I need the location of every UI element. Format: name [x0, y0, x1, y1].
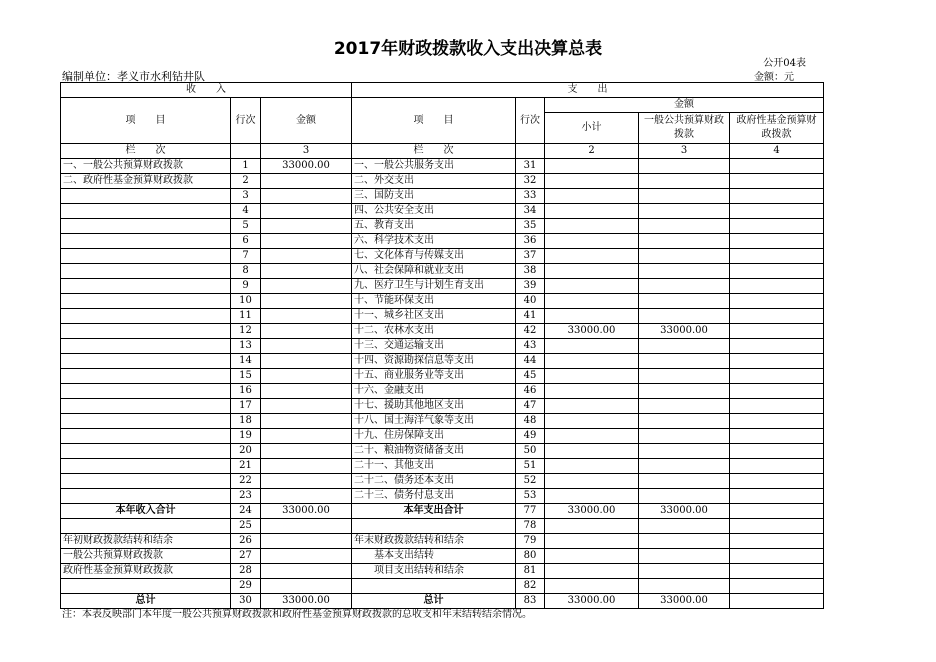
- income-item: 一般公共预算财政拨款: [61, 549, 231, 564]
- expense-item: 六、科学技术支出: [352, 234, 516, 249]
- expense-general: [639, 189, 730, 204]
- expense-item: 十七、援助其他地区支出: [352, 399, 516, 414]
- expense-fund: [730, 189, 824, 204]
- income-amount: [261, 309, 352, 324]
- expense-row-no: 38: [516, 264, 545, 279]
- expense-general: [639, 459, 730, 474]
- expense-general: 33000.00: [639, 594, 730, 609]
- income-amount: [261, 399, 352, 414]
- expense-fund: [730, 219, 824, 234]
- col-index-amount: 3: [261, 144, 352, 159]
- income-amount: [261, 519, 352, 534]
- table-row: [61, 519, 824, 534]
- expense-general: [639, 264, 730, 279]
- table-row: [61, 579, 824, 594]
- income-item: [61, 474, 231, 489]
- expense-row-no: 78: [516, 519, 545, 534]
- expense-row-no: 77: [516, 504, 545, 519]
- income-amount: [261, 384, 352, 399]
- income-row-no: 3: [231, 189, 261, 204]
- income-amount: [261, 279, 352, 294]
- income-item: [61, 234, 231, 249]
- expense-general: [639, 234, 730, 249]
- expense-fund: [730, 474, 824, 489]
- form-number: 公开04表: [763, 58, 806, 69]
- expense-row-no: 31: [516, 159, 545, 174]
- expense-item: 本年支出合计: [352, 504, 516, 519]
- expense-row-no: 32: [516, 174, 545, 189]
- income-item: [61, 339, 231, 354]
- income-item: [61, 519, 231, 534]
- table-row: [61, 219, 824, 234]
- expense-general: [639, 204, 730, 219]
- income-row-no: 5: [231, 219, 261, 234]
- income-item: [61, 219, 231, 234]
- expense-fund: [730, 579, 824, 594]
- expense-item: 八、社会保障和就业支出: [352, 264, 516, 279]
- income-amount: [261, 534, 352, 549]
- income-row-no: 1: [231, 159, 261, 174]
- page-title: 2017年财政拨款收入支出决算总表: [333, 39, 603, 59]
- income-amount: [261, 444, 352, 459]
- expense-item: 四、公共安全支出: [352, 204, 516, 219]
- expense-general: [639, 249, 730, 264]
- income-row-no: 28: [231, 564, 261, 579]
- col-index-fund: 4: [730, 144, 824, 159]
- expense-general: 33000.00: [639, 324, 730, 339]
- expense-item: 二、外交支出: [352, 174, 516, 189]
- income-row-no: 9: [231, 279, 261, 294]
- income-row-no: 6: [231, 234, 261, 249]
- expense-row-no: 43: [516, 339, 545, 354]
- table-row: [61, 429, 824, 444]
- income-item: [61, 294, 231, 309]
- expense-fund: [730, 519, 824, 534]
- income-row-no: 26: [231, 534, 261, 549]
- expense-fund: [730, 279, 824, 294]
- table-row: [61, 474, 824, 489]
- expense-subtotal: [545, 369, 639, 384]
- table-row: [61, 534, 824, 549]
- expense-row-no: 46: [516, 384, 545, 399]
- income-item: [61, 324, 231, 339]
- expense-subtotal: [545, 489, 639, 504]
- income-item: 本年收入合计: [61, 504, 231, 519]
- income-item: 二、政府性基金预算财政拨款: [61, 174, 231, 189]
- expense-fund: [730, 489, 824, 504]
- income-amount: [261, 354, 352, 369]
- table-row: [61, 564, 824, 579]
- income-amount: 33000.00: [261, 159, 352, 174]
- expense-general: 33000.00: [639, 504, 730, 519]
- income-amount: [261, 189, 352, 204]
- expense-item-header: 项 目: [352, 98, 516, 144]
- income-header: 收 入: [61, 83, 352, 98]
- expense-row-no: 36: [516, 234, 545, 249]
- income-item: [61, 399, 231, 414]
- expense-fund: [730, 549, 824, 564]
- expense-row-no: 44: [516, 354, 545, 369]
- income-row-no: 20: [231, 444, 261, 459]
- income-amount: [261, 549, 352, 564]
- income-row-no: 2: [231, 174, 261, 189]
- income-item-header: 项 目: [61, 98, 231, 144]
- expense-item: 基本支出结转: [352, 549, 516, 564]
- table-row: [61, 339, 824, 354]
- expense-fund: [730, 399, 824, 414]
- income-row-no: 13: [231, 339, 261, 354]
- table-row: [61, 309, 824, 324]
- income-row-no: 24: [231, 504, 261, 519]
- header-row-2: [61, 98, 824, 113]
- expense-fund: [730, 174, 824, 189]
- income-amount: [261, 429, 352, 444]
- expense-row-no: 42: [516, 324, 545, 339]
- expense-subtotal: 33000.00: [545, 594, 639, 609]
- expense-row-no: 34: [516, 204, 545, 219]
- expense-item: 三、国防支出: [352, 189, 516, 204]
- expense-fund: [730, 429, 824, 444]
- expense-subtotal: [545, 264, 639, 279]
- expense-item: 年末财政拨款结转和结余: [352, 534, 516, 549]
- income-item: [61, 189, 231, 204]
- expense-fund: [730, 354, 824, 369]
- table-row: [61, 444, 824, 459]
- expense-subtotal: [545, 294, 639, 309]
- income-row-no: 22: [231, 474, 261, 489]
- expense-fund: [730, 339, 824, 354]
- income-row-no: 14: [231, 354, 261, 369]
- income-amount: [261, 339, 352, 354]
- expense-general: [639, 429, 730, 444]
- income-row-no: 18: [231, 414, 261, 429]
- expense-rowno-header: 行次: [516, 98, 545, 144]
- expense-fund: [730, 294, 824, 309]
- expense-row-no: 33: [516, 189, 545, 204]
- expense-row-no: 35: [516, 219, 545, 234]
- expense-general: [639, 549, 730, 564]
- income-item: 总计: [61, 594, 231, 609]
- expense-subtotal: [545, 429, 639, 444]
- expense-row-no: 52: [516, 474, 545, 489]
- expense-fund: [730, 384, 824, 399]
- income-amount-header: 金额: [261, 98, 352, 144]
- income-row-no: 8: [231, 264, 261, 279]
- income-item: [61, 459, 231, 474]
- expense-general: [639, 354, 730, 369]
- expense-item: 二十一、其他支出: [352, 459, 516, 474]
- expense-row-no: 37: [516, 249, 545, 264]
- expense-subtotal: [545, 474, 639, 489]
- table-row: [61, 354, 824, 369]
- expense-subtotal: 33000.00: [545, 504, 639, 519]
- expense-subtotal: [545, 219, 639, 234]
- expense-subtotal: [545, 519, 639, 534]
- expense-row-no: 49: [516, 429, 545, 444]
- expense-general: [639, 294, 730, 309]
- expense-row-no: 82: [516, 579, 545, 594]
- income-amount: [261, 369, 352, 384]
- income-amount: 33000.00: [261, 504, 352, 519]
- income-item: [61, 249, 231, 264]
- expense-general: [639, 279, 730, 294]
- expense-row-no: 51: [516, 459, 545, 474]
- income-amount: [261, 264, 352, 279]
- income-amount: [261, 474, 352, 489]
- expense-subtotal: [545, 204, 639, 219]
- expense-item: 十四、资源勘探信息等支出: [352, 354, 516, 369]
- income-row-no: 7: [231, 249, 261, 264]
- expense-general: [639, 369, 730, 384]
- income-item: 年初财政拨款结转和结余: [61, 534, 231, 549]
- expense-fund: [730, 459, 824, 474]
- table-row: [61, 504, 824, 519]
- fund-budget-header: 政府性基金预算财政拨款: [730, 113, 824, 144]
- income-item: [61, 429, 231, 444]
- expense-item: 十八、国土海洋气象等支出: [352, 414, 516, 429]
- table-row: [61, 324, 824, 339]
- income-amount: [261, 459, 352, 474]
- reporting-unit: 编制单位：孝义市水利钻井队: [62, 70, 205, 83]
- expense-subtotal: [545, 414, 639, 429]
- table-row: [61, 459, 824, 474]
- expense-fund: [730, 594, 824, 609]
- col-index-subtotal: 2: [545, 144, 639, 159]
- expense-general: [639, 489, 730, 504]
- expense-subtotal: [545, 279, 639, 294]
- expense-fund: [730, 309, 824, 324]
- expense-subtotal: [545, 459, 639, 474]
- table-row: [61, 249, 824, 264]
- expense-subtotal: [545, 159, 639, 174]
- expense-subtotal: 33000.00: [545, 324, 639, 339]
- expense-fund: [730, 444, 824, 459]
- income-item: 政府性基金预算财政拨款: [61, 564, 231, 579]
- income-row-no: 4: [231, 204, 261, 219]
- table-row: [61, 204, 824, 219]
- income-item: [61, 444, 231, 459]
- expense-subtotal: [545, 384, 639, 399]
- expense-item: 九、医疗卫生与计划生育支出: [352, 279, 516, 294]
- income-row-no: 12: [231, 324, 261, 339]
- income-item: [61, 309, 231, 324]
- income-amount: 33000.00: [261, 594, 352, 609]
- expense-general: [639, 519, 730, 534]
- income-row-no: 16: [231, 384, 261, 399]
- expense-general: [639, 219, 730, 234]
- income-amount: [261, 579, 352, 594]
- expense-fund: [730, 204, 824, 219]
- income-amount: [261, 489, 352, 504]
- income-item: [61, 204, 231, 219]
- col-label-left: 栏 次: [61, 144, 231, 159]
- expense-row-no: 41: [516, 309, 545, 324]
- expense-general: [639, 414, 730, 429]
- table-row: [61, 189, 824, 204]
- income-item: [61, 414, 231, 429]
- expense-subtotal: [545, 189, 639, 204]
- expense-row-no: 53: [516, 489, 545, 504]
- table-row: [61, 279, 824, 294]
- subtotal-header: 小计: [545, 113, 639, 144]
- expense-subtotal: [545, 444, 639, 459]
- table-row: [61, 399, 824, 414]
- income-item: [61, 279, 231, 294]
- expense-general: [639, 174, 730, 189]
- col-label-right: 栏 次: [352, 144, 516, 159]
- expense-subtotal: [545, 174, 639, 189]
- expense-general: [639, 384, 730, 399]
- expense-fund: [730, 504, 824, 519]
- budget-table: [60, 82, 824, 609]
- expense-general: [639, 474, 730, 489]
- expense-item: 十三、交通运输支出: [352, 339, 516, 354]
- income-row-no: 15: [231, 369, 261, 384]
- expense-general: [639, 399, 730, 414]
- income-amount: [261, 249, 352, 264]
- expense-row-no: 39: [516, 279, 545, 294]
- table-row: [61, 549, 824, 564]
- expense-fund: [730, 159, 824, 174]
- income-rowno-header: 行次: [231, 98, 261, 144]
- expense-subtotal: [545, 354, 639, 369]
- income-amount: [261, 324, 352, 339]
- table-row: [61, 294, 824, 309]
- expense-general: [639, 534, 730, 549]
- header-row-1: [61, 83, 824, 98]
- footnote: 注：本表反映部门本年度一般公共预算财政拨款和政府性基金预算财政拨款的总收支和年末结转结余情况。: [62, 609, 532, 620]
- expense-item: 十六、金融支出: [352, 384, 516, 399]
- income-row-no: 30: [231, 594, 261, 609]
- expense-item: [352, 579, 516, 594]
- expense-item: 十五、商业服务业等支出: [352, 369, 516, 384]
- table-row: [61, 159, 824, 174]
- expense-item: 二十三、债务付息支出: [352, 489, 516, 504]
- expense-subtotal: [545, 234, 639, 249]
- expense-subtotal: [545, 399, 639, 414]
- income-item: [61, 264, 231, 279]
- expense-item: 十一、城乡社区支出: [352, 309, 516, 324]
- expense-item: [352, 519, 516, 534]
- expense-subtotal: [545, 309, 639, 324]
- expense-item: 二十二、债务还本支出: [352, 474, 516, 489]
- expense-general: [639, 579, 730, 594]
- income-amount: [261, 204, 352, 219]
- expense-subtotal: [545, 249, 639, 264]
- table-row: [61, 384, 824, 399]
- expense-item: 二十、粮油物资储备支出: [352, 444, 516, 459]
- col-index-general: 3: [639, 144, 730, 159]
- expense-item: 项目支出结转和结余: [352, 564, 516, 579]
- expense-row-no: 45: [516, 369, 545, 384]
- expense-subtotal: [545, 549, 639, 564]
- expense-row-no: 40: [516, 294, 545, 309]
- income-row-no: 19: [231, 429, 261, 444]
- expense-general: [639, 309, 730, 324]
- table-row: [61, 234, 824, 249]
- expense-fund: [730, 324, 824, 339]
- expense-general: [639, 444, 730, 459]
- expense-general: [639, 339, 730, 354]
- income-amount: [261, 219, 352, 234]
- expense-row-no: 50: [516, 444, 545, 459]
- income-row-no: 25: [231, 519, 261, 534]
- income-row-no: 17: [231, 399, 261, 414]
- expense-row-no: 47: [516, 399, 545, 414]
- expense-subtotal: [545, 339, 639, 354]
- income-row-no: 11: [231, 309, 261, 324]
- income-item: [61, 579, 231, 594]
- table-row: [61, 489, 824, 504]
- income-item: [61, 489, 231, 504]
- table-row: [61, 369, 824, 384]
- table-row: [61, 264, 824, 279]
- expense-row-no: 81: [516, 564, 545, 579]
- money-unit: 金额：元: [754, 72, 794, 83]
- income-row-no: 29: [231, 579, 261, 594]
- income-item: [61, 354, 231, 369]
- expense-fund: [730, 564, 824, 579]
- income-row-no: 23: [231, 489, 261, 504]
- expense-subtotal: [545, 534, 639, 549]
- table-row: [61, 414, 824, 429]
- expense-fund: [730, 234, 824, 249]
- expense-general: [639, 564, 730, 579]
- general-budget-header: 一般公共预算财政拨款: [639, 113, 730, 144]
- income-amount: [261, 414, 352, 429]
- income-amount: [261, 174, 352, 189]
- expense-general: [639, 159, 730, 174]
- expense-row-no: 79: [516, 534, 545, 549]
- expense-fund: [730, 534, 824, 549]
- income-row-no: 21: [231, 459, 261, 474]
- expense-item: 七、文化体育与传媒支出: [352, 249, 516, 264]
- expense-subtotal: [545, 579, 639, 594]
- income-amount: [261, 294, 352, 309]
- expense-item: 十、节能环保支出: [352, 294, 516, 309]
- expense-item: 一、一般公共服务支出: [352, 159, 516, 174]
- expense-fund: [730, 249, 824, 264]
- expense-row-no: 83: [516, 594, 545, 609]
- expense-row-no: 80: [516, 549, 545, 564]
- income-row-no: 10: [231, 294, 261, 309]
- income-item: [61, 369, 231, 384]
- expense-fund: [730, 264, 824, 279]
- expense-header: 支 出: [352, 83, 824, 98]
- expense-item: 十九、住房保障支出: [352, 429, 516, 444]
- income-item: [61, 384, 231, 399]
- expense-row-no: 48: [516, 414, 545, 429]
- table-row: [61, 174, 824, 189]
- income-row-no: 27: [231, 549, 261, 564]
- expense-fund: [730, 414, 824, 429]
- expense-item: 五、教育支出: [352, 219, 516, 234]
- column-index-row: [61, 144, 824, 159]
- expense-item: 十二、农林水支出: [352, 324, 516, 339]
- expense-item: 总计: [352, 594, 516, 609]
- amount-group-header: 金额: [545, 98, 824, 113]
- expense-fund: [730, 369, 824, 384]
- expense-subtotal: [545, 564, 639, 579]
- income-item: 一、一般公共预算财政拨款: [61, 159, 231, 174]
- income-amount: [261, 234, 352, 249]
- income-amount: [261, 564, 352, 579]
